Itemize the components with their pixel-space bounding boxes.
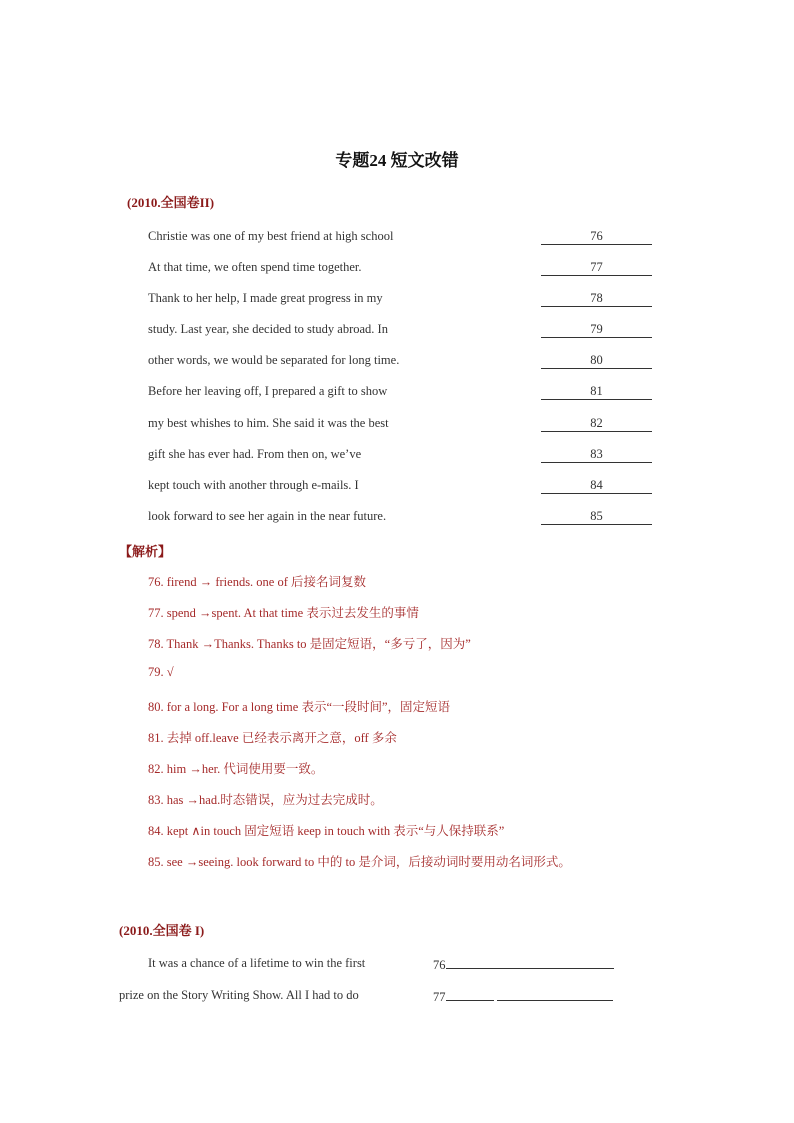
analysis-item: 78. Thank →Thanks. Thanks to 是固定短语，“多亏了，因为”: [148, 637, 471, 651]
answer-blank[interactable]: 77: [541, 259, 652, 276]
section-heading-2: (2010.全国卷 I): [119, 923, 205, 938]
analysis-item: 84. kept ∧in touch 固定短语 keep in touch with 表示“与人保持联系”: [148, 824, 505, 838]
passage-line: Thank to her help, I made great progress in my: [148, 291, 383, 305]
passage-line: At that time, we often spend time together.: [148, 260, 362, 274]
answer-blank[interactable]: [433, 956, 614, 973]
passage-line: look forward to see her again in the near future.: [148, 509, 387, 523]
analysis-heading: 【解析】: [119, 544, 172, 559]
answer-blank[interactable]: 84: [541, 477, 652, 494]
section-heading-1: (2010.全国卷II): [127, 195, 215, 210]
analysis-item: 77. spend →spent. At that time 表示过去发生的事情: [148, 606, 419, 620]
passage-line: my best whishes to him. She said it was the best: [148, 416, 389, 430]
blank-underline: [497, 988, 585, 1001]
analysis-item: 76. firend → friends. one of 后接名词复数: [148, 575, 367, 589]
passage-line: kept touch with another through e-mails. I: [148, 478, 359, 492]
analysis-item: 85. see →seeing. look forward to 中的 to 是介词，后接动词时要用动名词形式。: [148, 855, 571, 869]
passage-line: Christie was one of my best friend at high school: [148, 229, 394, 243]
passage-line: other words, we would be separated for long time.: [148, 353, 400, 367]
answer-blank[interactable]: 76: [541, 228, 652, 245]
passage-line: It was a chance of a lifetime to win the first: [148, 956, 366, 970]
blank-underline: [446, 988, 494, 1001]
passage-line: gift she has ever had. From then on, we’ve: [148, 447, 362, 461]
analysis-item: 83. has →had.时态错误，应为过去完成时。: [148, 793, 383, 807]
answer-blank[interactable]: 82: [541, 415, 652, 432]
passage-line: study. Last year, she decided to study abroad. In: [148, 322, 388, 336]
page-title: 专题24 短文改错: [335, 151, 459, 170]
answer-blank[interactable]: 81: [541, 383, 652, 400]
answer-blank[interactable]: 85: [541, 508, 652, 525]
analysis-item: 81. 去掉 off.leave 已经表示离开之意，off 多余: [148, 731, 397, 745]
answer-blank[interactable]: 80: [541, 352, 652, 369]
answer-blank[interactable]: [433, 988, 613, 1005]
blank-underline: [585, 988, 613, 1001]
blank-underline: [446, 956, 614, 969]
analysis-item: 80. for a long. For a long time 表示“一段时间”，固定短语: [148, 700, 451, 714]
passage-line: Before her leaving off, I prepared a gift to show: [148, 384, 388, 398]
analysis-item: 82. him →her. 代词使用要一致。: [148, 762, 324, 776]
answer-blank[interactable]: 79: [541, 321, 652, 338]
blank-number: 77: [433, 990, 446, 1004]
analysis-item: 79. √: [148, 665, 174, 679]
answer-blank[interactable]: 83: [541, 446, 652, 463]
blank-number: 76: [433, 958, 446, 972]
answer-blank[interactable]: 78: [541, 290, 652, 307]
passage-line: prize on the Story Writing Show. All I had to do: [119, 988, 359, 1002]
